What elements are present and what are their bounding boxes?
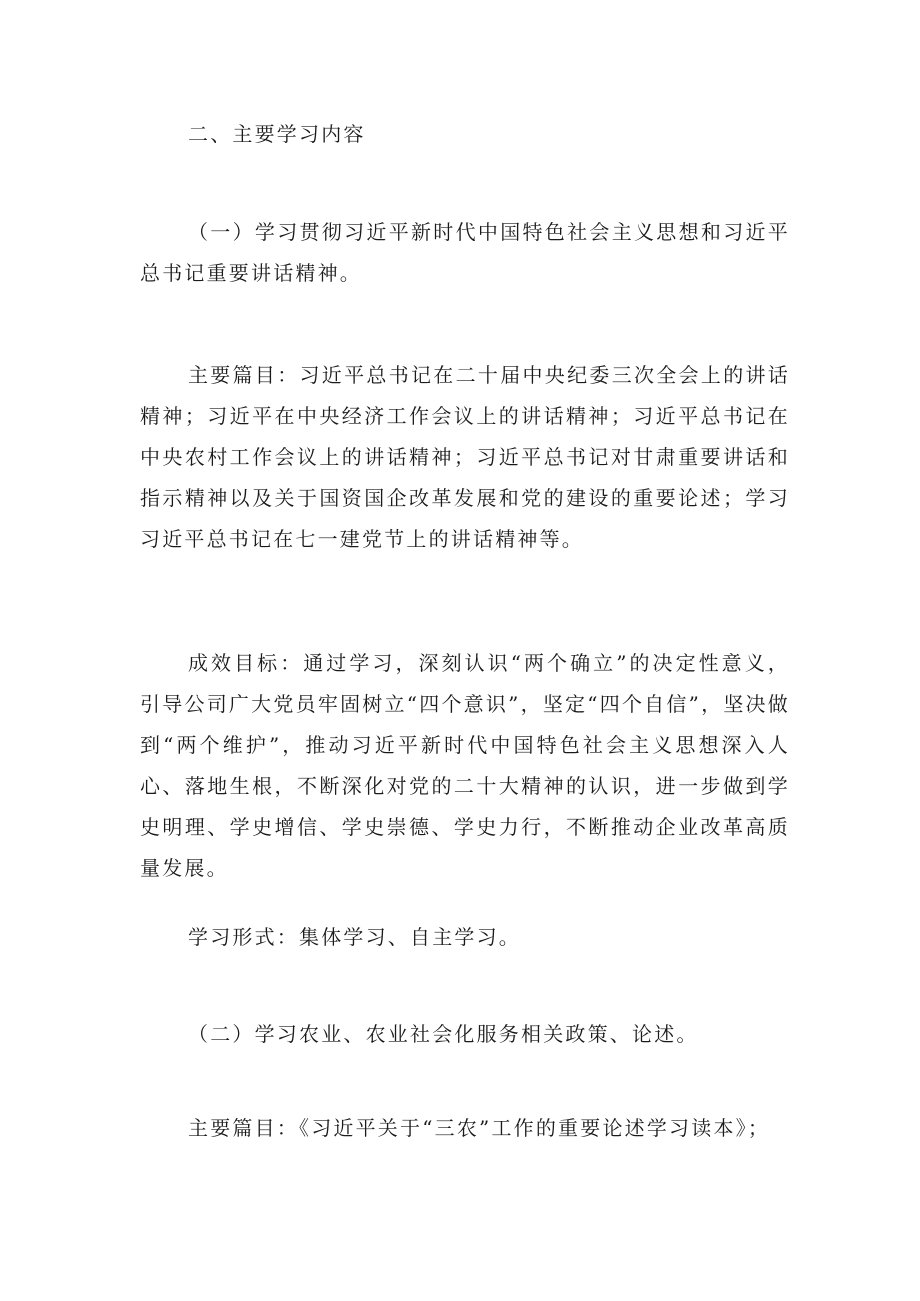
item1-heading: （一）学习贯彻习近平新时代中国特色社会主义思想和习近平总书记重要讲话精神。: [140, 220, 790, 285]
item2-articles-paragraph: 主要篇目：《习近平关于“三农”工作的重要论述学习读本》；: [188, 1116, 771, 1140]
item1-goals-paragraph: 成效目标：通过学习，深刻认识“两个确立”的决定性意义，引导公司广大党员牢固树立“四个意识”，坚定“四个自信”，坚决做到“两个维护”，推动习近平新时代中国特色社会主义思想深入人心、落地生根，不断深化对党的二十大精神的认识，进一步做到学史明理、学史增信、学史崇德、学史力行，不断推动企业改革高质量发展。: [140, 651, 790, 880]
section-title: 二、主要学习内容: [188, 122, 366, 146]
item2-heading: （二）学习农业、农业社会化服务相关政策、论述。: [188, 1022, 699, 1046]
item1-articles-paragraph: 主要篇目：习近平总书记在二十届中央纪委三次全会上的讲话精神；习近平在中央经济工作会议上的讲话精神；习近平总书记在中央农村工作会议上的讲话精神；习近平总书记对甘肃重要讲话和指示精神以及关于国资国企改革发展和党的建设的重要论述；学习习近平总书记在七一建党节上的讲话精神等。: [140, 363, 790, 551]
item1-form-paragraph: 学习形式：集体学习、自主学习。: [188, 925, 521, 949]
